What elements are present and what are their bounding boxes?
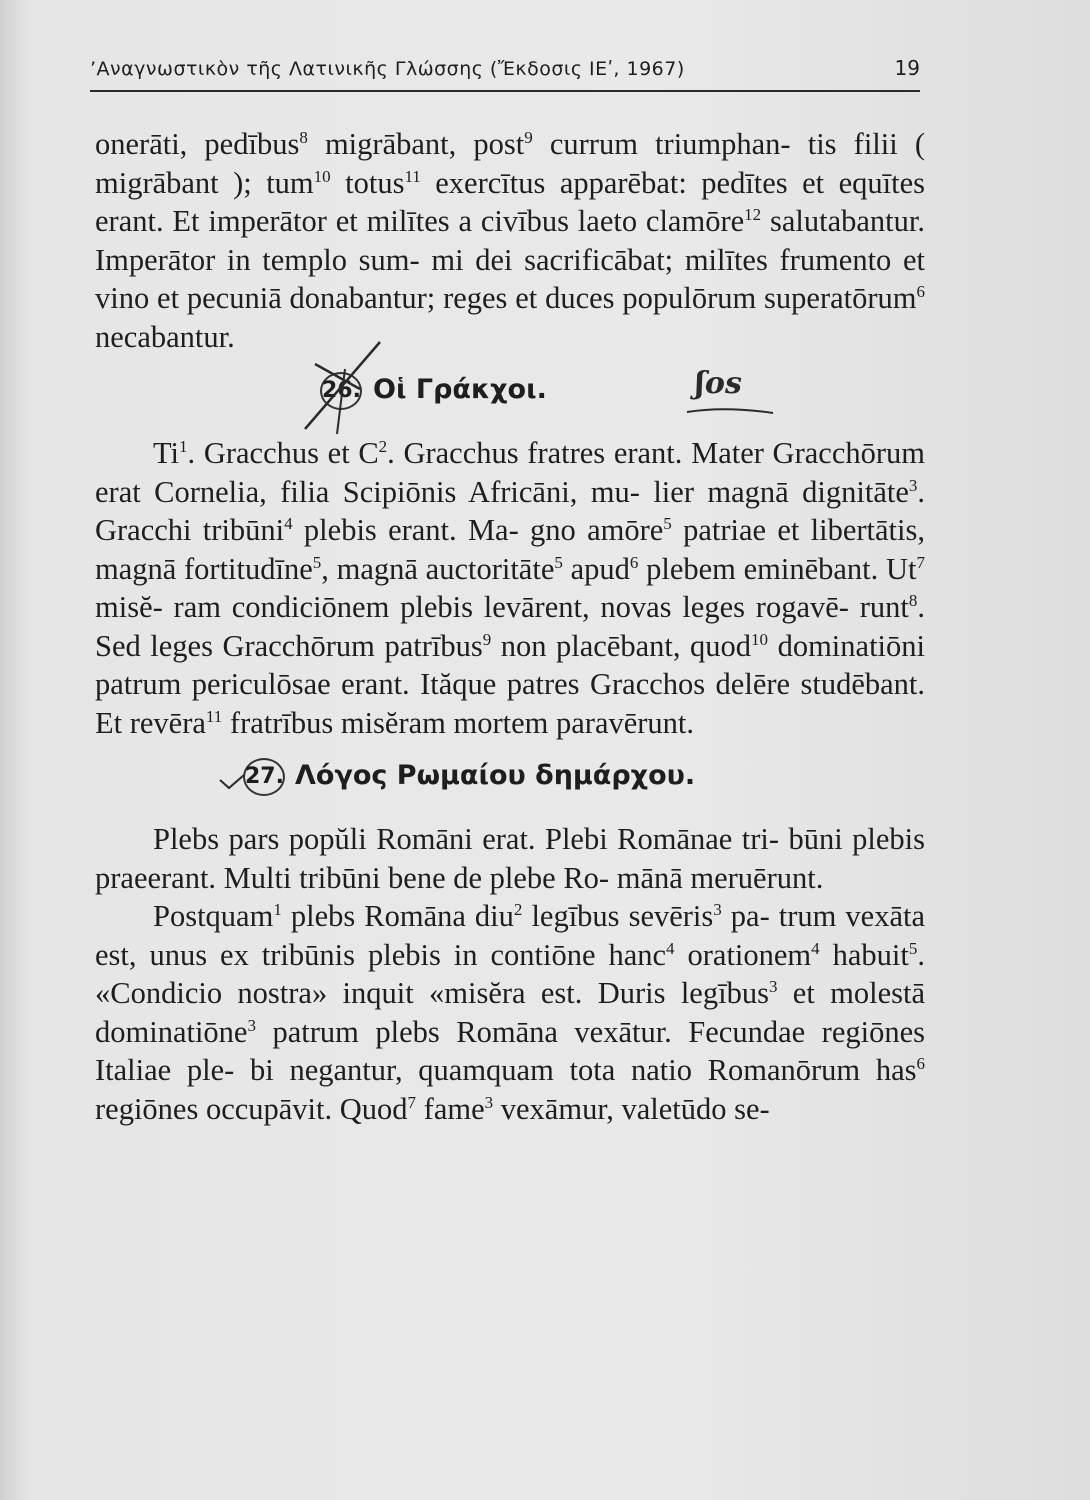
footnote-ref: 5	[663, 513, 672, 533]
handwritten-note: ʃos	[695, 366, 742, 401]
footnote-ref: 5	[312, 552, 322, 572]
text-run: . Gracchi tribūni	[95, 474, 925, 547]
section-heading-27	[95, 742, 925, 820]
handwritten-cross-icon	[285, 334, 395, 444]
footnote-ref: 4	[666, 938, 675, 958]
text-run: necabantur.	[95, 319, 235, 354]
text-run: habuit	[819, 937, 909, 972]
section-title: Οἱ Γράκχοι.	[373, 374, 547, 405]
text-run: totus	[330, 165, 405, 200]
footnote-ref: 1	[179, 436, 188, 456]
footnote-ref: 2	[513, 899, 523, 919]
footnote-ref: 8	[299, 127, 308, 147]
footnote-ref: 3	[908, 475, 918, 495]
text-run: plebis erant. Ma- gno amōre	[292, 513, 664, 547]
text-run: pa- trum vexāta est, unus ex tribūnis plebis in contiōne hanc	[95, 899, 925, 972]
section-number: 26.	[320, 372, 362, 410]
text-run: et molestā dominatiōne	[95, 976, 925, 1049]
paragraph-1	[95, 125, 925, 356]
footnote-ref: 5	[908, 938, 918, 958]
text-run: onerāti, pedībus	[95, 127, 300, 161]
text-run: . «Condicio nostra» inquit «misĕra est. Duris legībus	[95, 937, 925, 1010]
footnote-ref: 3	[768, 976, 778, 996]
text-run: Ti	[153, 436, 180, 470]
paragraph-4	[95, 897, 925, 1128]
text-run: patriae et libertātis, magnā fortitudīne	[95, 513, 925, 586]
text-run: plebem eminēbant. Ut	[638, 551, 917, 586]
text-run: . Sed leges Gracchōrum patrībus	[95, 590, 925, 663]
footnote-ref: 8	[908, 590, 918, 610]
text-run: regiōnes occupāvit. Quod	[95, 1091, 408, 1126]
footnote-ref: 3	[247, 1015, 256, 1035]
page-number: 19	[894, 56, 920, 80]
text-run: patrum plebs Romāna vexātur. Fecundae regiōnes Italiae ple- bi negantur, quamquam tota natio Romanōrum has	[95, 1014, 925, 1087]
text-run: misĕ- ram condiciōnem plebis levārent, novas leges rogavē- runt	[95, 590, 909, 624]
text-run: migrābant, post	[307, 127, 525, 161]
text-run: vexāmur, valetūdo se-	[493, 1091, 770, 1126]
handwritten-underline-icon	[685, 404, 775, 418]
text-run: . Gracchus et C	[187, 436, 379, 470]
text-run: apud	[562, 551, 630, 586]
footnote-ref: 4	[284, 513, 293, 533]
footnote-ref: 1	[273, 899, 282, 919]
footnote-ref: 10	[751, 629, 769, 649]
footnote-ref: 11	[404, 166, 421, 186]
text-run: currum triumphan- tis filii ( migrābant ); tum	[95, 127, 926, 200]
running-title: ’Αναγνωστικὸν τῆς Λατινικῆς Γλώσσης (Ἔκδοσις ΙΕʹ, 1967)	[90, 58, 685, 80]
footnote-ref: 9	[524, 127, 533, 147]
running-header	[90, 48, 920, 92]
text-run: plebs Romāna diu	[281, 899, 514, 933]
text-run: dominatiōni patrum periculōsae erant. Ităque patres Gracchos delēre studēbant. Et revēra	[95, 628, 925, 740]
text-run: exercītus apparēbat: pedītes et equītes erant. Et imperātor et milītes a civībus laeto clamōre	[95, 165, 925, 238]
footnote-ref: 6	[916, 1053, 925, 1073]
footnote-ref: 7	[916, 552, 925, 572]
text-run: fratrībus misĕram mortem paravērunt.	[222, 705, 695, 740]
footnote-ref: 10	[313, 166, 331, 186]
paragraph-2	[95, 434, 925, 742]
page-body	[95, 125, 925, 1128]
text-run: Postquam	[153, 899, 274, 933]
footnote-ref: 3	[713, 899, 722, 919]
section-number: 27.	[243, 758, 285, 796]
section-title: Λόγος Ρωμαίου δημάρχου.	[295, 760, 696, 791]
text-run: salutabantur. Imperātor in templo sum- mi dei sacrificābat; milītes frumento et vino et pecuniā donabantur; reges et duces populōrum superatōrum	[95, 204, 925, 315]
footnote-ref: 3	[484, 1092, 494, 1112]
footnote-ref: 6	[629, 552, 639, 572]
text-run: fame	[416, 1091, 485, 1126]
footnote-ref: 9	[482, 629, 492, 649]
text-run: orationem	[674, 937, 812, 972]
footnote-ref: 4	[811, 938, 820, 958]
section-heading-26	[95, 356, 925, 434]
text-run: non placēbant, quod	[491, 628, 752, 663]
text-run: legībus sevēris	[522, 899, 714, 933]
text-run: . Gracchus fratres erant. Mater Gracchōrum erat Cornelia, filia Scipiōnis Africāni, mu- lier magnā dignitāte	[95, 436, 925, 509]
footnote-ref: 7	[407, 1092, 417, 1112]
footnote-ref: 11	[205, 706, 223, 726]
footnote-ref: 5	[554, 552, 563, 572]
paragraph-3: Plebs pars popŭli Romāni erat. Plebi Romānae tri- būni plebis praeerant. Multi tribūni bene de plebe Ro- mānā meruērunt.	[95, 822, 925, 895]
text-run: , magnā auctoritāte	[321, 551, 555, 586]
footnote-ref: 6	[916, 281, 925, 301]
footnote-ref: 2	[378, 436, 388, 456]
footnote-ref: 12	[744, 204, 762, 224]
